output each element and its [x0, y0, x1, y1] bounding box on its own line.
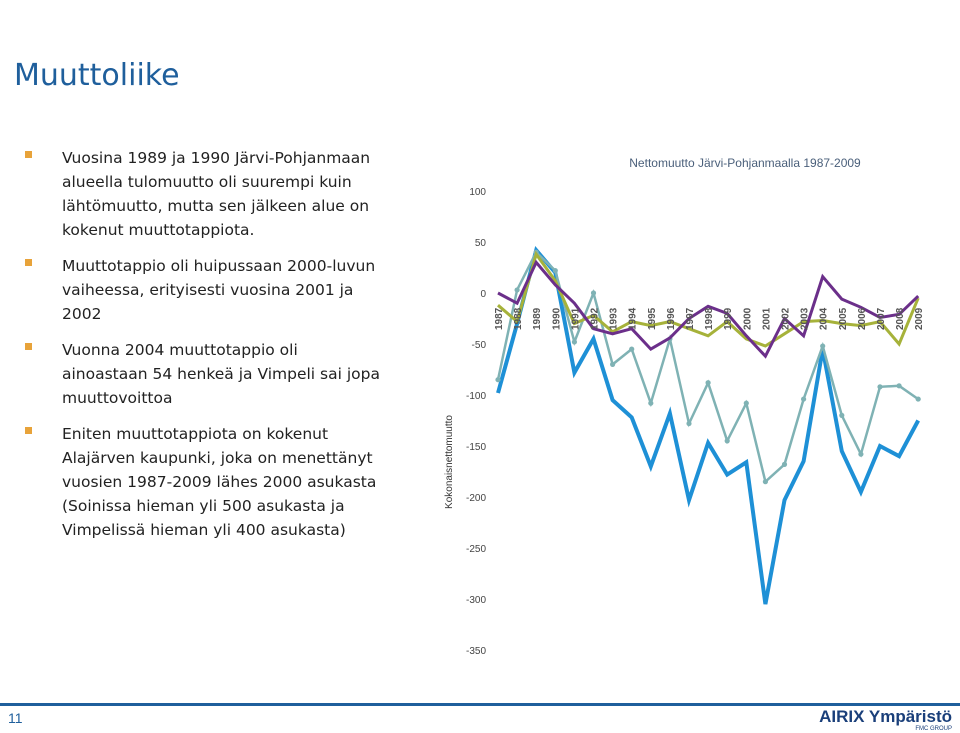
- data-point: [839, 413, 844, 418]
- x-tick-label: 1995: [647, 307, 658, 330]
- data-point: [820, 343, 825, 348]
- x-tick-label: 2007: [876, 307, 887, 330]
- chart-title: Nettomuutto Järvi-Pohjanmaalla 1987-2009: [629, 156, 861, 170]
- y-tick-label: -50: [472, 340, 487, 351]
- data-point: [897, 383, 902, 388]
- bullet-square-icon: [25, 343, 32, 350]
- bullet-text: Muuttotappio oli huipussaan 2000-luvun vaiheessa, erityisesti vuosina 2001 ja 2002: [62, 254, 382, 326]
- x-tick-label: 2003: [800, 307, 811, 330]
- data-point: [553, 268, 558, 273]
- x-tick-label: 2009: [914, 307, 925, 330]
- y-tick-label: 50: [475, 238, 487, 249]
- x-tick-label: 1998: [704, 307, 715, 330]
- data-point: [610, 362, 615, 367]
- series-group: [495, 250, 920, 605]
- bullet-text: Vuosina 1989 ja 1990 Järvi-Pohjanmaan alueella tulomuutto oli suurempi kuin lähtömuutto, mutta sen jälkeen alue on kokenut muuttotappiota.: [62, 146, 382, 242]
- page-number: 11: [8, 710, 23, 726]
- data-point: [744, 401, 749, 406]
- x-tick-label: 1996: [666, 307, 677, 330]
- x-tick-label: 1990: [551, 307, 562, 330]
- y-tick-label: 100: [469, 187, 486, 198]
- x-tick-label: 1992: [590, 307, 601, 330]
- slide-title: Muuttoliike: [14, 58, 180, 93]
- data-point: [648, 401, 653, 406]
- y-axis: [466, 187, 486, 657]
- net-migration-chart: [430, 150, 960, 670]
- x-tick-label: 2001: [761, 307, 772, 330]
- x-tick-label: 2006: [857, 307, 868, 330]
- bullet-item: [22, 422, 382, 542]
- x-tick-label: 2002: [781, 307, 792, 330]
- bullet-item: [22, 146, 382, 242]
- y-tick-label: -350: [466, 646, 486, 657]
- x-tick-label: 2004: [819, 307, 830, 330]
- data-point: [572, 339, 577, 344]
- bullet-square-icon: [25, 151, 32, 158]
- y-tick-label: -200: [466, 493, 486, 504]
- brand-logo: [819, 708, 952, 733]
- brand-logo-sub: FMC GROUP: [819, 726, 952, 733]
- x-tick-label: 1997: [685, 307, 696, 330]
- data-point: [916, 396, 921, 401]
- data-point: [877, 384, 882, 389]
- data-point: [725, 438, 730, 443]
- data-point: [629, 347, 634, 352]
- bullet-list: [22, 146, 382, 554]
- bullet-text: Eniten muuttotappiota on kokenut Alajärven kaupunki, joka on menettänyt vuosien 1987-2009 lähes 2000 asukasta (Soinissa hieman yli 500 asukasta ja Vimpelissä hieman yli 400 asukasta): [62, 422, 382, 542]
- footer-bar: [0, 703, 960, 706]
- x-axis: [494, 307, 925, 330]
- x-tick-label: 1999: [723, 307, 734, 330]
- y-axis-title: Kokonaisnettomuutto: [444, 415, 455, 509]
- bullet-item: [22, 338, 382, 410]
- x-tick-label: 2000: [742, 307, 753, 330]
- bullet-item: [22, 254, 382, 326]
- data-point: [495, 377, 500, 382]
- bullet-square-icon: [25, 259, 32, 266]
- data-point: [515, 287, 520, 292]
- x-tick-label: 1989: [532, 307, 543, 330]
- data-point: [858, 452, 863, 457]
- x-tick-label: 1988: [513, 307, 524, 330]
- brand-logo-name: AIRIX Ympäristö: [819, 708, 952, 726]
- bullet-square-icon: [25, 427, 32, 434]
- x-tick-label: 1987: [494, 307, 505, 330]
- x-tick-label: 2005: [838, 307, 849, 330]
- x-tick-label: 1994: [628, 307, 639, 330]
- data-point: [591, 290, 596, 295]
- x-tick-label: 1993: [609, 307, 620, 330]
- data-point: [782, 462, 787, 467]
- y-tick-label: -150: [466, 442, 486, 453]
- data-point: [801, 396, 806, 401]
- x-tick-label: 1991: [570, 307, 581, 330]
- data-point: [686, 421, 691, 426]
- y-tick-label: -100: [466, 391, 486, 402]
- y-tick-label: 0: [480, 289, 486, 300]
- x-tick-label: 2008: [895, 307, 906, 330]
- data-point: [763, 479, 768, 484]
- data-point: [706, 380, 711, 385]
- y-tick-label: -250: [466, 544, 486, 555]
- bullet-text: Vuonna 2004 muuttotappio oli ainoastaan 54 henkeä ja Vimpeli sai jopa muuttovoittoa: [62, 338, 382, 410]
- y-tick-label: -300: [466, 595, 486, 606]
